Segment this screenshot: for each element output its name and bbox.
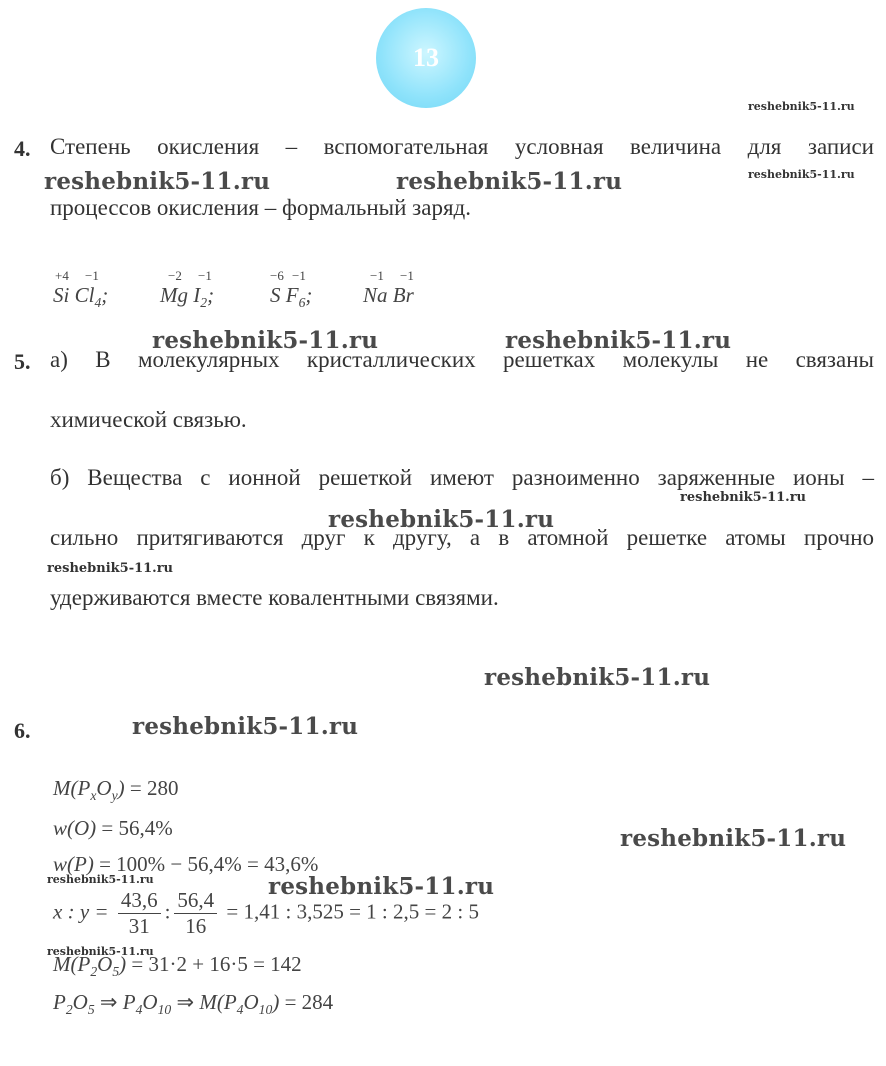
- ox-state: +4: [55, 268, 69, 283]
- task5-line2: химической связью.: [50, 407, 247, 432]
- page-number-badge: [376, 8, 476, 108]
- task5-line1: а) В молекулярных кристаллических решетках молекулы не связаны: [50, 347, 874, 372]
- watermark: reshebnik5-11.ru: [396, 168, 623, 195]
- ox-state: −6: [270, 268, 284, 283]
- task4-line1: Степень окисления – вспомогательная условная величина для записи: [50, 134, 874, 159]
- task-number: 6.: [14, 718, 31, 743]
- ox-state: −1: [370, 268, 384, 283]
- watermark: reshebnik5-11.ru: [620, 825, 847, 852]
- watermark: reshebnik5-11.ru: [748, 168, 855, 181]
- equation-ratio: x : y = $\frac{43,6}{31}$ : $\frac{56,4}{16}$ = 1,41 : 3,525 = 1 : 2,5 = 2 : 5: [53, 888, 479, 938]
- watermark: reshebnik5-11.ru: [748, 100, 855, 113]
- watermark: reshebnik5-11.ru: [680, 490, 807, 505]
- ox-state: −1: [400, 268, 414, 283]
- formula-mgi2: Mg $I_2$;: [160, 283, 215, 311]
- task-number: 5.: [14, 349, 31, 374]
- equation-molar-mass: $M(P_xO_y) = 280$: [53, 776, 179, 804]
- formula-sicl4: Si $Cl_4$;: [53, 283, 109, 311]
- formula-sf6: S $F_6$;: [270, 283, 313, 311]
- ox-state: −1: [85, 268, 99, 283]
- watermark: reshebnik5-11.ru: [47, 873, 154, 886]
- equation-w-p: w(P) = 100% − 56,4% = 43,6%: [53, 852, 319, 876]
- watermark: reshebnik5-11.ru: [47, 561, 174, 576]
- ox-state: −2: [168, 268, 182, 283]
- watermark: reshebnik5-11.ru: [132, 713, 359, 740]
- task5-line3: б) Вещества с ионной решеткой имеют разноименно заряженные ионы –: [50, 465, 874, 490]
- watermark: reshebnik5-11.ru: [505, 327, 732, 354]
- task-number: 4.: [14, 136, 31, 161]
- formula-nabr: Na Br: [363, 283, 414, 307]
- watermark: reshebnik5-11.ru: [47, 945, 154, 958]
- equation-p2o5-mass: $M(P_2O_5) = 31\cdot 2 + 16\cdot 5 = 142$: [53, 952, 302, 980]
- equation-p4o10: $P_2O_5$ ⇒ $P_4O_{10}$ ⇒ $M(P_4O_{10}) = 284$: [53, 990, 334, 1018]
- task5-line5: удерживаются вместе ковалентными связями.: [50, 585, 499, 610]
- ox-state: −1: [292, 268, 306, 283]
- task4-line2: процессов окисления – формальный заряд.: [50, 195, 471, 220]
- equation-w-o: w(O) = 56,4%: [53, 816, 173, 840]
- watermark: reshebnik5-11.ru: [152, 327, 379, 354]
- ox-state: −1: [198, 268, 212, 283]
- page-number: 13: [413, 43, 439, 72]
- watermark: reshebnik5-11.ru: [328, 506, 555, 533]
- watermark: reshebnik5-11.ru: [44, 168, 271, 195]
- watermark: reshebnik5-11.ru: [268, 873, 495, 900]
- task5-line4: сильно притягиваются друг к другу, а в атомной решетке атомы прочно: [50, 525, 874, 550]
- watermark: reshebnik5-11.ru: [484, 664, 711, 691]
